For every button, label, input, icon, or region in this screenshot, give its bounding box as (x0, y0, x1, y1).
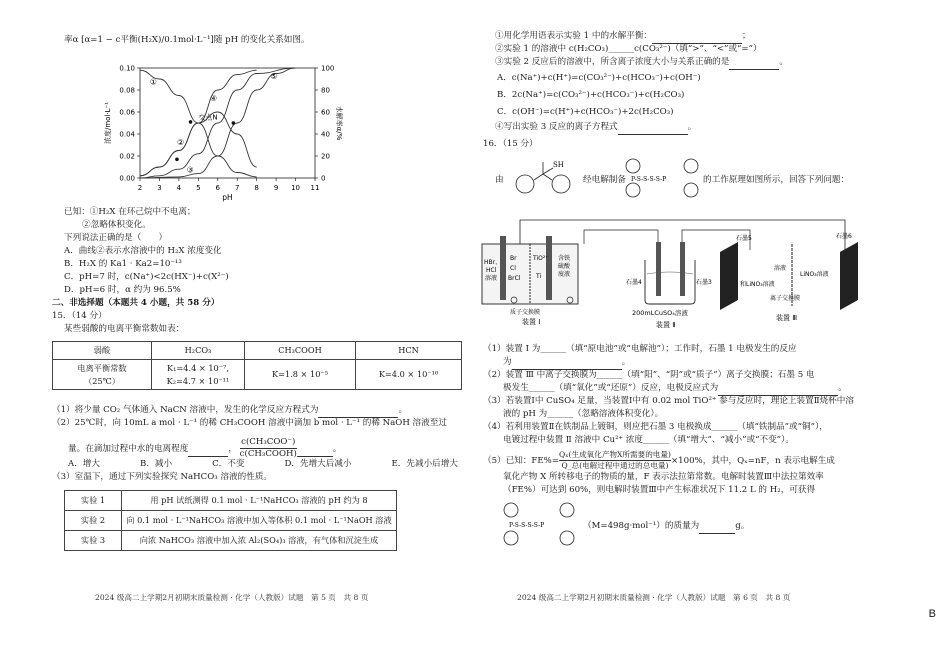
apparatus-diagram (480, 212, 875, 342)
r4: ④写出实验 3 反应的离子方程式 。 (495, 121, 696, 135)
lino3-solution-label: LiNO₃溶液 (800, 271, 829, 278)
exp-3-label: 实验 3 (65, 531, 122, 551)
q15-1-text: （1）将少量 CO₂ 气体通入 NaCN 溶液中，发生的化学反应方程式为 (52, 405, 319, 415)
option-c: C．pH=7 时，c(Na⁺)<2c(HX⁻)+c(X²⁻) (64, 272, 229, 282)
section-2-title: 二、非选择题（本题共 4 小题，共 58 分） (52, 298, 220, 308)
annotation-n: 交点N (198, 113, 218, 122)
series-label-4: ④ (210, 94, 218, 103)
known-2: ②忽略体积变化。 (82, 220, 151, 230)
q16-intro-b: 经电解制备 (583, 175, 626, 185)
x-tick-label: 5 (196, 184, 201, 192)
r1-blank[interactable] (652, 30, 742, 44)
device-3-label: 装置 Ⅲ (776, 314, 798, 322)
r3-blank[interactable] (729, 56, 779, 70)
r3: ③实验 2 反应后的溶液中，所含离子浓度大小与关系正确的是 。 (495, 56, 788, 70)
ti-label: Ti (536, 273, 542, 280)
q16-2a: （2）装置 Ⅲ 中离子交换膜为______（填“阳”、“阴”或“质子”）离子交换膜；石墨 5 电 (483, 370, 815, 380)
r1: ①用化学用语表示实验 1 中的水解平衡： ； (495, 30, 751, 44)
alpha-chart (100, 60, 360, 220)
fraction (240, 437, 297, 460)
q15-2-options (68, 458, 458, 471)
q16-5a-text: （5）已知：FE%= (483, 456, 560, 466)
intersection-point-n (189, 120, 193, 124)
r4-text: ④写出实验 3 反应的离子方程式 (495, 122, 618, 132)
solution-label: 溶液 (774, 265, 787, 272)
series-line-1 (140, 70, 257, 177)
y-left-axis-label: 浓度/mol·L⁻¹ (104, 101, 112, 145)
q16-2b: 极发生______（填“氧化”或“还原”）反应，电极反应式为 。 (503, 382, 847, 396)
cell-h2co3 (152, 360, 245, 390)
membrane-1: 质子交换膜 (510, 309, 541, 316)
series-label-3: ③ (186, 165, 194, 175)
exp-2-text: 向 0.1 mol · L⁻¹NaHCO₃ 溶液中加入等体积 0.1 mol · L⁻¹NaOH 溶液 (122, 511, 397, 531)
fe-fraction (559, 450, 671, 471)
intersection-point-2 (232, 121, 236, 125)
y-right-tick-label: 0 (321, 174, 326, 183)
row-label-1: 电离平衡常数 (77, 362, 127, 373)
exp-3-text: 向浓 NaHCO₃ 溶液中加入浓 Al₂(SO₄)₃ 溶液，有气体和沉淀生成 (122, 531, 397, 551)
x-tick-label: 9 (273, 184, 279, 192)
tetrasulfide-structure (623, 156, 701, 200)
exp-1-label: 实验 1 (65, 491, 122, 511)
q15-2-blank1[interactable] (188, 443, 228, 457)
q16-5a (483, 450, 835, 471)
product-structure (499, 500, 579, 548)
mc-question: 下列说法正确的是（ ） (64, 233, 168, 243)
q15-2-opt-c: C．不变 (212, 459, 245, 469)
sh-label: SH (553, 161, 564, 169)
device-1-label: 装置 Ⅰ (522, 318, 541, 326)
x-tick-label: 7 (234, 184, 240, 192)
th-weak-acid: 弱酸 (53, 342, 152, 360)
x-tick-label: 10 (291, 184, 301, 192)
cell1-mid-2: Cl (510, 265, 516, 272)
th-hcn: HCN (356, 342, 462, 360)
ionization-table (52, 341, 462, 390)
option-b: B．H₂X 的 Ka1 · Ka2=10⁻¹³ (64, 259, 182, 269)
x-axis-label: pH (222, 193, 233, 202)
y-left-tick-label: 0.00 (119, 174, 135, 183)
q16-1a: （1）装置 Ⅰ 为______（填“原电池”或“电解池”）；工作时，石墨 1 电极发生的反应 (483, 344, 797, 354)
device-2-label: 装置 Ⅱ (656, 321, 676, 329)
cell1-left-3: 溶液 (485, 275, 498, 282)
stone-4-label: 石墨4 (626, 279, 642, 286)
q15-title: 15．（14 分） (52, 311, 107, 321)
cell1-right-2: 硫酸 (558, 263, 571, 270)
option-d: D．pH=6 时，α 约为 96.5% (64, 285, 181, 295)
q15-intro: 某些弱酸的电离平衡常数如表： (64, 324, 185, 334)
r2: ②实验 1 的溶液中 c(H₂CO₃)______c(CO₃²⁻)（填“>”、“<”或“=”） (495, 44, 762, 54)
y-left-tick-label: 0.06 (119, 108, 135, 117)
y-left-tick-label: 0.10 (119, 64, 135, 73)
q15-1: （1）将少量 CO₂ 气体通入 NaCN 溶液中，发生的化学反应方程式为 。 (52, 404, 407, 418)
s-chain-label: P-S-S-S-S-P (631, 176, 667, 183)
q16-1-blank[interactable] (512, 356, 622, 370)
graphite-3 (680, 242, 685, 296)
cell1-right-3: 废液 (558, 271, 571, 278)
graphite-6 (840, 242, 858, 310)
q16-2b-text: 极发生______（填“氧化”或“还原”）反应，电极反应式为 (503, 383, 719, 393)
q16-4a: （4）若利用装置Ⅱ在铁制品上镀铜，则应把石墨 3 电极换成______（填“铁制品”或“铜”）， (483, 422, 828, 432)
left-footer: 2024 级高二上学期2月初期末质量检测 · 化学（人教版）试题 第 5 页 共 8 页 (95, 593, 369, 602)
q16-5-blank[interactable] (699, 520, 735, 534)
r1-text: ①用化学用语表示实验 1 中的水解平衡： (495, 31, 653, 41)
y-left-tick-label: 0.04 (119, 130, 135, 139)
beaker (645, 260, 695, 304)
y-right-tick-label: 40 (321, 130, 330, 139)
right-footer: 2024 级高二上学期2月初期末质量检测 · 化学（人教版）试题 第 6 页 共 8 页 (517, 593, 791, 602)
row-label (53, 360, 152, 390)
known-1: 已知：①H₂X 在环己烷中不电离； (64, 207, 196, 217)
q16-intro-a: 由 (495, 175, 504, 185)
x-tick-label: 3 (157, 184, 162, 192)
q16-5-unit: g。 (735, 521, 750, 531)
fe-frac-top: Qₓ(生成氧化产物X所需要的电量) (559, 450, 671, 459)
r3-opt-b: B．2c(Na⁺)=c(CO₃²⁻)+c(HCO₃⁻)+c(H₂CO₃) (497, 90, 685, 100)
q16-3b: 液的 pH 为______（忽略溶液体积变化）。 (503, 409, 664, 419)
x-tick-label: 11 (310, 184, 320, 192)
r4-blank[interactable] (618, 121, 688, 135)
y-left-tick-label: 0.08 (119, 86, 135, 95)
beaker-label: 200mLCuSO₄溶液 (632, 309, 688, 317)
x-tick-label: 6 (215, 184, 221, 192)
stone-6-label: 石墨6 (836, 233, 852, 240)
y-left-tick-label: 0.02 (119, 152, 135, 161)
q15-2-opt-b: B．减小 (140, 459, 173, 469)
q16-3a: （3）若装置Ⅰ中 CuSO₄ 足量，当装置Ⅰ中有 0.02 mol TiO²⁺ 参与反应时，理论上装置Ⅱ烧杯中溶 (483, 396, 854, 406)
q15-2b-text: 量。在滴加过程中水的电离程度 (68, 444, 189, 454)
y-right-tick-label: 80 (321, 86, 330, 95)
graphite-1 (500, 236, 506, 300)
graphite-5 (720, 242, 738, 310)
q15-2a: （2）25℃时，向 10mL a mol · L⁻¹ 的稀 CH₃COOH 溶液中滴加 b mol · L⁻¹ 的稀 NaOH 溶液至过 (52, 418, 447, 428)
q16-1b: 为 。 (503, 356, 630, 370)
q15-2-opt-e: E．先减小后增大 (391, 459, 458, 469)
x-tick-label: 8 (254, 184, 259, 192)
q16-intro-c: 的工作原理如图所示，回答下列问题： (703, 175, 850, 185)
y-right-axis-label: 水解率α/% (335, 105, 343, 141)
q15-2-blank2[interactable] (297, 443, 333, 457)
q16-5b: 氧化产物 X 所转移电子的物质的量，F 表示法拉第常数。电解时装置Ⅲ中法拉第效率 (503, 472, 824, 482)
he-lino3-label: 和LiNO₃溶液 (740, 281, 775, 288)
intersection-point-3 (175, 158, 179, 162)
q16-5d-text: （M=498g·mol⁻¹）的质量为 (583, 521, 700, 531)
y-right-tick-label: 60 (321, 108, 330, 117)
cell1-mid-1: Br (510, 255, 517, 262)
k1-value: K₁=4.4 × 10⁻⁷, (167, 362, 229, 373)
product-chain-label: P-S-S-S-S-P (509, 522, 545, 529)
series-line-5 (140, 68, 296, 178)
membrane-3: 离子交换膜 (770, 295, 801, 302)
option-a: A．曲线②表示水溶液中的 H₂X 浓度变化 (64, 246, 222, 256)
q16-5a2-text: ×100%，其中，Qₓ=nF，n 表示电解生成 (670, 456, 835, 466)
frac-top: c(CH₃COO⁻) (241, 437, 296, 447)
series-label-1: ① (149, 77, 157, 87)
q16-5c: （FE%）可达到 60%，则电解时装置Ⅲ中产生标准状况下 11.2 L 的 H₂，可获得 (503, 485, 816, 495)
q16-1b-text: 为 (503, 357, 512, 367)
x-tick-label: 2 (137, 184, 143, 192)
q15-2-opt-a: A．增大 (68, 459, 100, 469)
right-page (475, 0, 950, 646)
row-label-2: （25℃） (84, 375, 120, 386)
cell1-mid-3: BrCl (508, 275, 521, 282)
intro-line: 率α [α=1 − c平衡(H₂X)/0.1mol·L⁻¹]随 pH 的变化关系如图。 (64, 35, 310, 45)
exp-2-label: 实验 2 (65, 511, 122, 531)
cell-hcn: K=4.0 × 10⁻¹⁰ (356, 360, 462, 390)
q16-5d (583, 520, 749, 534)
q15-1-blank[interactable] (318, 404, 398, 418)
r3-opt-a: A．c(Na⁺)+c(H⁺)=c(CO₃²⁻)+c(HCO₃⁻)+c(OH⁻) (497, 73, 701, 83)
stone-5-label: 石墨5 (736, 235, 752, 242)
q16-2-blank[interactable] (718, 382, 838, 396)
q16-4b: 电镀过程中装置 Ⅱ 溶液中 Cu²⁺ 浓度______（填“增大”、“减小”或“不变”）。 (503, 435, 794, 445)
cell1-left-2: HCl (486, 267, 497, 274)
q15-2-opt-d: D．先增大后减小 (284, 459, 352, 469)
q16-title: 16．（15 分） (483, 139, 538, 149)
cell1-right-1: 含铁 (558, 255, 571, 262)
graphite-2 (546, 236, 552, 300)
stone-3-label: 石墨3 (696, 279, 712, 286)
graphite-4 (656, 242, 661, 296)
q15-3: （3）室温下，通过下列实验探究 NaHCO₃ 溶液的性质。 (52, 472, 273, 482)
cell-ch3cooh: K=1.8 × 10⁻⁵ (245, 360, 356, 390)
th-ch3cooh: CH₃COOH (245, 342, 356, 360)
r3-opt-c: C．c(OH⁻)=c(H⁺)+c(HCO₃⁻)+2c(H₂CO₃) (497, 107, 674, 117)
tio-label: TiO²⁺ (533, 255, 549, 262)
q15-2b: 量。在滴加过程中水的电离程度 ， c(CH₃COO⁻) c(CH₃COOH) 。 (68, 437, 342, 459)
frac-bot: c(CH₃COOH) (239, 449, 297, 459)
diphenylphosphine-sulfide-structure (511, 156, 581, 200)
series-label-2: ② (176, 138, 185, 147)
y-right-tick-label: 20 (321, 152, 330, 161)
r3-text: ③实验 2 反应后的溶液中，所含离子浓度大小与关系正确的是 (495, 57, 730, 67)
exp-1-text: 用 pH 试纸测得 0.1 mol · L⁻¹NaHCO₃ 溶液的 pH 约为 8 (122, 491, 397, 511)
corner-label: B (928, 608, 936, 620)
th-h2co3: H₂CO₃ (152, 342, 245, 360)
series-label-5: ⑤ (270, 72, 278, 81)
experiment-table (64, 490, 397, 551)
fe-frac-bot: Q_总(电解过程中通过的总电量) (561, 461, 669, 470)
cell1-left-1: HBr、 (484, 259, 502, 266)
x-tick-label: 4 (176, 184, 182, 192)
y-right-tick-label: 100 (321, 64, 335, 73)
k2-value: K₂=4.7 × 10⁻¹¹ (166, 375, 230, 386)
